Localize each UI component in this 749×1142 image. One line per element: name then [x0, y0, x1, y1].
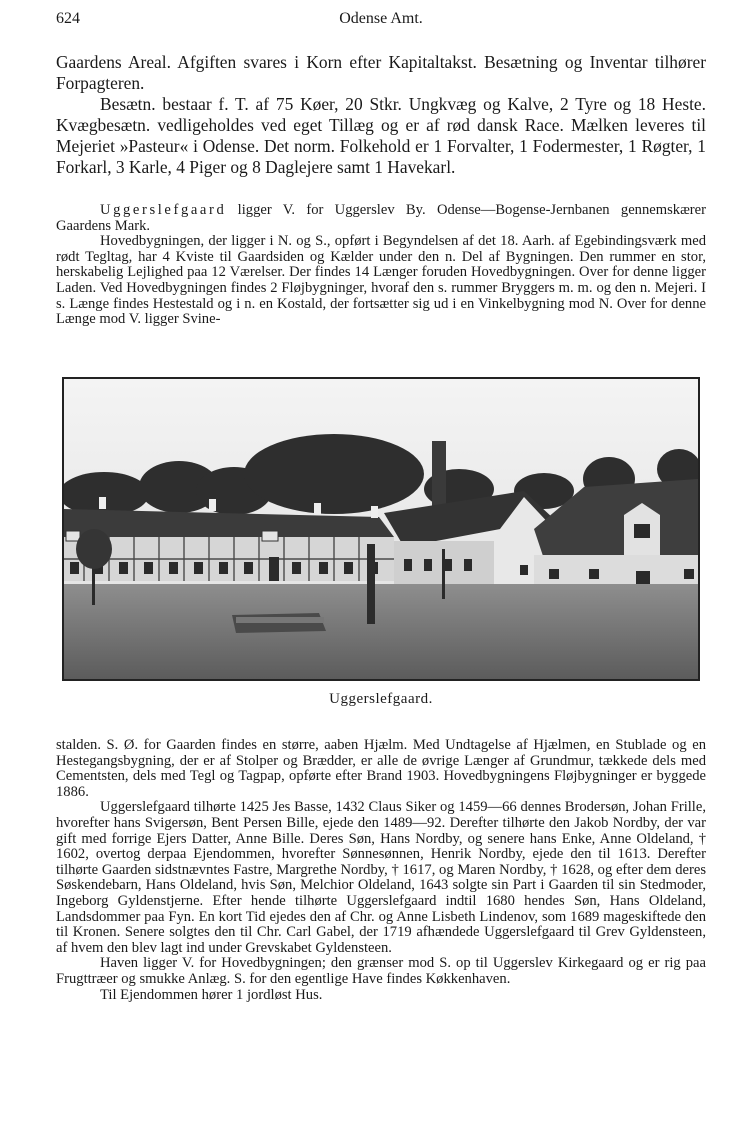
farmyard-illustration	[64, 379, 698, 679]
section-livestock	[56, 52, 706, 178]
section-estate-description	[56, 203, 706, 328]
paragraph: stalden. S. Ø. for Gaarden findes en større, aaben Hjælm. Med Undtagelse af Hjælmen, en Stublade og en Hestegangsbygning, der er af Stolper og Brædder, er alle de øvrige Længer af Grundmur, tækkede dels med Cementsten, dels med Tegl og Tagpap, opførte efter Brand 1903. Hovedbygningens Fløjbygninger er byggede 1886.	[56, 737, 706, 800]
page-number: 624	[56, 10, 80, 27]
paragraph: Uggerslefgaard tilhørte 1425 Jes Basse, 1432 Claus Siker og 1459—66 dennes Brodersøn, Johan Frille, hvorefter hans Svigersøn, Bent Persen Bille, ejede den 1489—92. Derefter tilhørte den Jakob Nordby, der var gift med forrige Ejers Datter, Anne Bille. Deres Søn, Hans Nordby, og senere hans Enke, Anne Oldeland, † 1602, overtog derpaa Ejendommen, hvorefter Sønnesønnen, Henrik Nordby, ejede den til 1613. Derefter tilhørte Gaarden sidstnævntes Fastre, Margrethe Nordby, † 1617, og Maren Nordby, † 1628, og efter dem deres Søskendebarn, Hans Oldeland, hvis Søn, Melchior Oldeland, 1643 solgte sin Part i Gaarden til sin Stedmoder, Ingeborg Gyldenstjerne. Efter hende tilhørte Uggerslefgaard indtil 1680 hendes Søn, Hans Oldeland, Landsdommer paa Fyn. En kort Tid ejedes den af Chr. og Anne Lisbeth Lindenov, som 1689 mageskiftede den til Kronen. Senere solgtes den til Chr. Carl Gabel, der 1719 afhændede Uggerslefgaard til Grev Gyldensteen, af hvem den blev lagt ind under Grevskabet Gyldensteen.	[56, 799, 706, 956]
section-history	[56, 738, 706, 1003]
estate-name: Uggerslefgaard	[100, 202, 227, 218]
figure-caption: Uggerslefgaard.	[329, 691, 433, 707]
paragraph: Til Ejendommen hører 1 jordløst Hus.	[100, 986, 323, 1003]
page-header	[56, 10, 706, 36]
running-title: Odense Amt.	[339, 10, 423, 27]
paragraph	[56, 203, 706, 234]
paragraph: Haven ligger V. for Hovedbygningen; den grænser mod S. op til Uggerslev Kirkegaard og er rig paa Frugttræer og smukke Anlæg. S. for den egentlige Have findes Køkkenhaven.	[56, 955, 706, 987]
paragraph: Besætn. bestaar f. T. af 75 Køer, 20 Stkr. Ungkvæg og Kalve, 2 Tyre og 18 Heste. Kvægbesætn. vedligeholdes ved eget Tillæg og er af rød dansk Race. Mælken leveres til Mejeriet »Pasteur« i Odense. Det norm. Folkehold er 1 Forvalter, 1 Fodermester, 1 Røgter, 1 Forkarl, 3 Karle, 4 Piger og 8 Daglejere samt 1 Havekarl.	[56, 94, 706, 177]
estate-photograph	[62, 377, 700, 681]
paragraph-text: ligger V. for Uggerslev By. Odense—Bogense-Jernbanen gennemskærer Gaardens Mark.	[56, 202, 706, 234]
paragraph: Gaardens Areal. Afgiften svares i Korn efter Kapitaltakst. Besætning og Inventar tilhører Forpagteren.	[56, 52, 706, 93]
paragraph: Hovedbygningen, der ligger i N. og S., opført i Begyndelsen af det 18. Aarh. af Egebindingsværk med rødt Tegltag, har 4 Kviste til Gaardsiden og Kælder under den n. Del af Bygningen. Den rummer en stor, herskabelig Lejlighed paa 12 Værelser. Der findes 14 Længer foruden Hovedbygningen. Over for denne ligger Laden. Ved Hovedbygningen findes 2 Fløjbygninger, hvoraf den s. rummer Bryggers m. m. og den n. Mejeri. I s. Længe findes Hestestald og i n. en Kostald, der fortsætter sig ud i en Vinkelbygning mod N. Over for denne Længe mod V. ligger Svine-	[56, 233, 706, 328]
